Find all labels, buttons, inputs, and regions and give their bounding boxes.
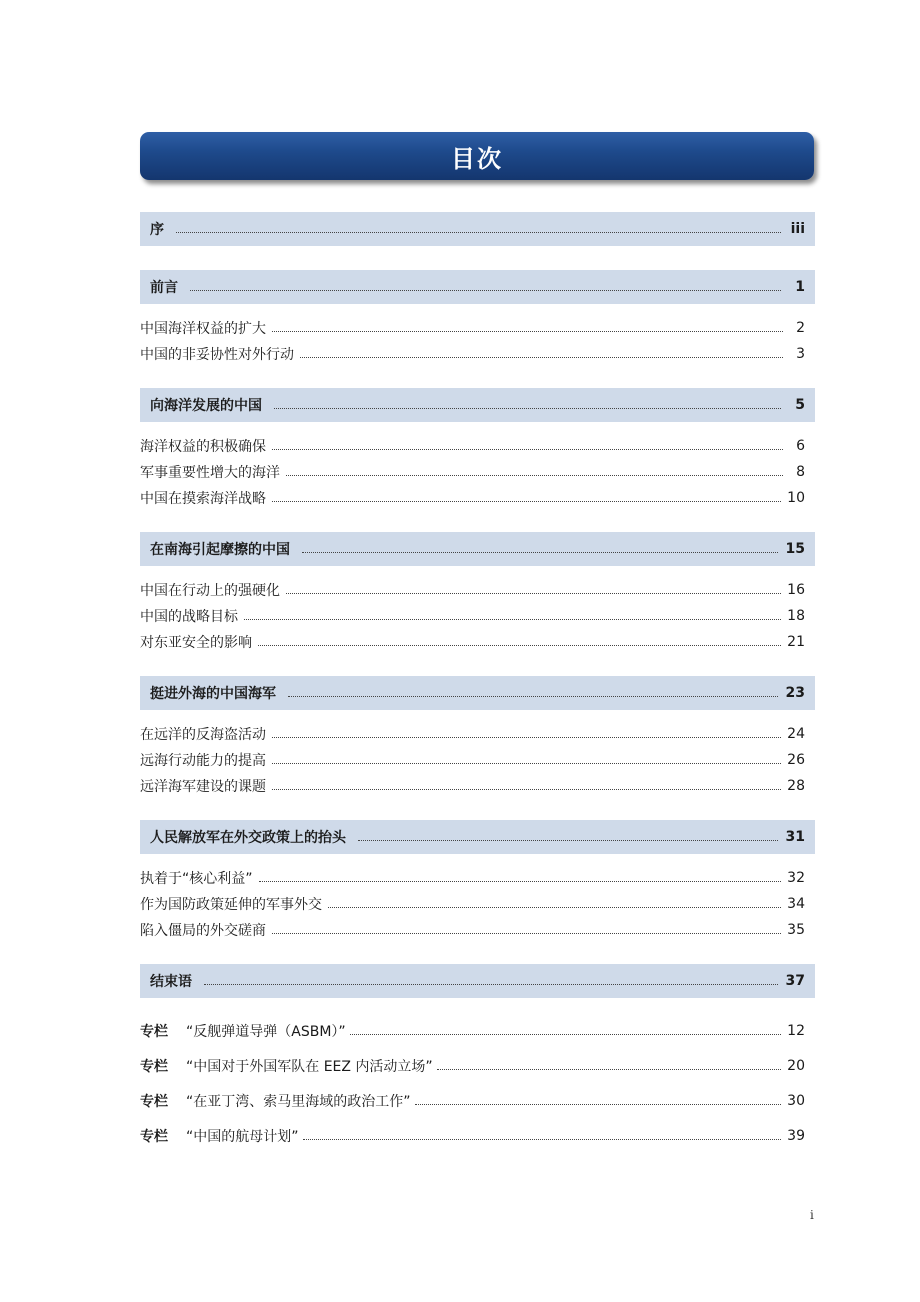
toc-page-number: iii xyxy=(790,221,805,237)
toc-dot-leader xyxy=(350,1034,782,1035)
toc-dot-leader xyxy=(300,357,783,358)
toc-dot-leader xyxy=(415,1104,782,1105)
toc-column-entry[interactable] xyxy=(140,1125,815,1147)
toc-entry-label: 中国在摸索海洋战略 xyxy=(140,491,266,507)
toc-page-number: 1 xyxy=(795,279,805,295)
toc-section-heading[interactable] xyxy=(140,820,815,854)
toc-sub-entry[interactable] xyxy=(140,580,815,600)
toc-page-number: 39 xyxy=(787,1128,805,1144)
toc-section-heading[interactable] xyxy=(140,388,815,422)
toc-entry-label: 远洋海军建设的课题 xyxy=(140,779,266,795)
toc-entry-label: 中国在行动上的强硬化 xyxy=(140,583,280,599)
toc-entry-label: 人民解放军在外交政策上的抬头 xyxy=(150,830,346,846)
toc-entry-label: 在南海引起摩擦的中国 xyxy=(150,542,290,558)
toc-page-number: 2 xyxy=(796,320,805,336)
toc-sub-entry[interactable] xyxy=(140,606,815,626)
toc-sub-entry[interactable] xyxy=(140,488,815,508)
toc-page-number: 10 xyxy=(787,490,805,506)
toc-sub-entry[interactable] xyxy=(140,724,815,744)
toc-entry-label: 前言 xyxy=(150,280,178,296)
toc-dot-leader xyxy=(272,501,781,502)
toc-dot-leader xyxy=(328,907,781,908)
toc-entry-label: 作为国防政策延伸的军事外交 xyxy=(140,897,322,913)
toc-page-number: 12 xyxy=(787,1023,805,1039)
toc-entry-label: “中国的航母计划” xyxy=(186,1129,299,1145)
toc-entry-label: 执着于“核心利益” xyxy=(140,871,253,887)
toc-page-number: 8 xyxy=(796,464,805,480)
toc-entry-label: 在远洋的反海盗活动 xyxy=(140,727,266,743)
toc-page-number: 35 xyxy=(787,922,805,938)
toc-page-number: 18 xyxy=(787,608,805,624)
toc-entry-label: 结束语 xyxy=(150,974,192,990)
toc-page-number: 32 xyxy=(787,870,805,886)
toc-entry-label: “中国对于外国军队在 EEZ 内活动立场” xyxy=(186,1059,433,1075)
toc-sub-entry[interactable] xyxy=(140,436,815,456)
toc-entry-label: 中国的非妥协性对外行动 xyxy=(140,347,294,363)
toc-page-number: 3 xyxy=(796,346,805,362)
toc-section-heading[interactable] xyxy=(140,212,815,246)
toc-dot-leader xyxy=(259,881,782,882)
toc-column-keyword: 专栏 xyxy=(140,1024,168,1040)
toc-dot-leader xyxy=(437,1069,781,1070)
toc-dot-leader xyxy=(358,840,778,841)
toc-dot-leader xyxy=(288,696,778,697)
toc-entry-label: “在亚丁湾、索马里海域的政治工作” xyxy=(186,1094,411,1110)
toc-sub-entry[interactable] xyxy=(140,462,815,482)
toc-section-heading[interactable] xyxy=(140,532,815,566)
toc-entry-label: 向海洋发展的中国 xyxy=(150,398,262,414)
toc-entry-label: 挺进外海的中国海军 xyxy=(150,686,276,702)
toc-dot-leader xyxy=(286,593,781,594)
toc-entry-label: 陷入僵局的外交磋商 xyxy=(140,923,266,939)
toc-dot-leader xyxy=(272,763,781,764)
toc-column-keyword: 专栏 xyxy=(140,1094,168,1110)
toc-column-entry[interactable] xyxy=(140,1090,815,1112)
toc-section-heading[interactable] xyxy=(140,270,815,304)
toc-page-number: 23 xyxy=(785,685,805,701)
toc-sub-entry[interactable] xyxy=(140,344,815,364)
toc-entry-label: 海洋权益的积极确保 xyxy=(140,439,266,455)
toc-entry-label: 中国的战略目标 xyxy=(140,609,238,625)
toc-entry-label: 序 xyxy=(150,222,164,238)
toc-dot-leader xyxy=(272,737,781,738)
toc-entry-label: 远海行动能力的提高 xyxy=(140,753,266,769)
toc-dot-leader xyxy=(274,408,781,409)
toc-dot-leader xyxy=(272,789,781,790)
toc-dot-leader xyxy=(303,1139,782,1140)
toc-page-number: 15 xyxy=(785,541,805,557)
toc-sub-entry[interactable] xyxy=(140,776,815,796)
toc-page-number: 28 xyxy=(787,778,805,794)
toc-column-keyword: 专栏 xyxy=(140,1129,168,1145)
toc-sub-entry[interactable] xyxy=(140,318,815,338)
toc-dot-leader xyxy=(302,552,778,553)
toc-dot-leader xyxy=(244,619,781,620)
toc-sub-entry[interactable] xyxy=(140,632,815,652)
toc-dot-leader xyxy=(176,232,781,233)
toc-page-number: 34 xyxy=(787,896,805,912)
toc-dot-leader xyxy=(258,645,781,646)
toc-dot-leader xyxy=(286,475,783,476)
toc-section-heading[interactable] xyxy=(140,964,815,998)
toc-dot-leader xyxy=(272,331,783,332)
toc-title-bar xyxy=(140,132,814,180)
toc-entry-label: 对东亚安全的影响 xyxy=(140,635,252,651)
toc-page-number: 6 xyxy=(796,438,805,454)
toc-dot-leader xyxy=(190,290,781,291)
toc-sub-entry[interactable] xyxy=(140,868,815,888)
toc-page-number: 5 xyxy=(795,397,805,413)
toc-dot-leader xyxy=(272,449,783,450)
toc-entry-label: 军事重要性增大的海洋 xyxy=(140,465,280,481)
toc-sub-entry[interactable] xyxy=(140,920,815,940)
toc-column-keyword: 专栏 xyxy=(140,1059,168,1075)
toc-entry-label: “反舰弹道导弹（ASBM）” xyxy=(186,1024,346,1040)
toc-column-entry[interactable] xyxy=(140,1055,815,1077)
toc-sub-entry[interactable] xyxy=(140,750,815,770)
toc-column-entry[interactable] xyxy=(140,1020,815,1042)
toc-page-number: 21 xyxy=(787,634,805,650)
footer-page-number: i xyxy=(810,1208,814,1222)
toc-page-number: 26 xyxy=(787,752,805,768)
toc-entry-label: 中国海洋权益的扩大 xyxy=(140,321,266,337)
toc-page-number: 24 xyxy=(787,726,805,742)
toc-section-heading[interactable] xyxy=(140,676,815,710)
toc-page-number: 20 xyxy=(787,1058,805,1074)
toc-title: 目次 xyxy=(451,144,503,173)
toc-sub-entry[interactable] xyxy=(140,894,815,914)
toc-page-number: 37 xyxy=(785,973,805,989)
toc-dot-leader xyxy=(272,933,781,934)
toc-dot-leader xyxy=(204,984,778,985)
toc-page-number: 31 xyxy=(785,829,805,845)
toc-page-number: 16 xyxy=(787,582,805,598)
toc-page-number: 30 xyxy=(787,1093,805,1109)
